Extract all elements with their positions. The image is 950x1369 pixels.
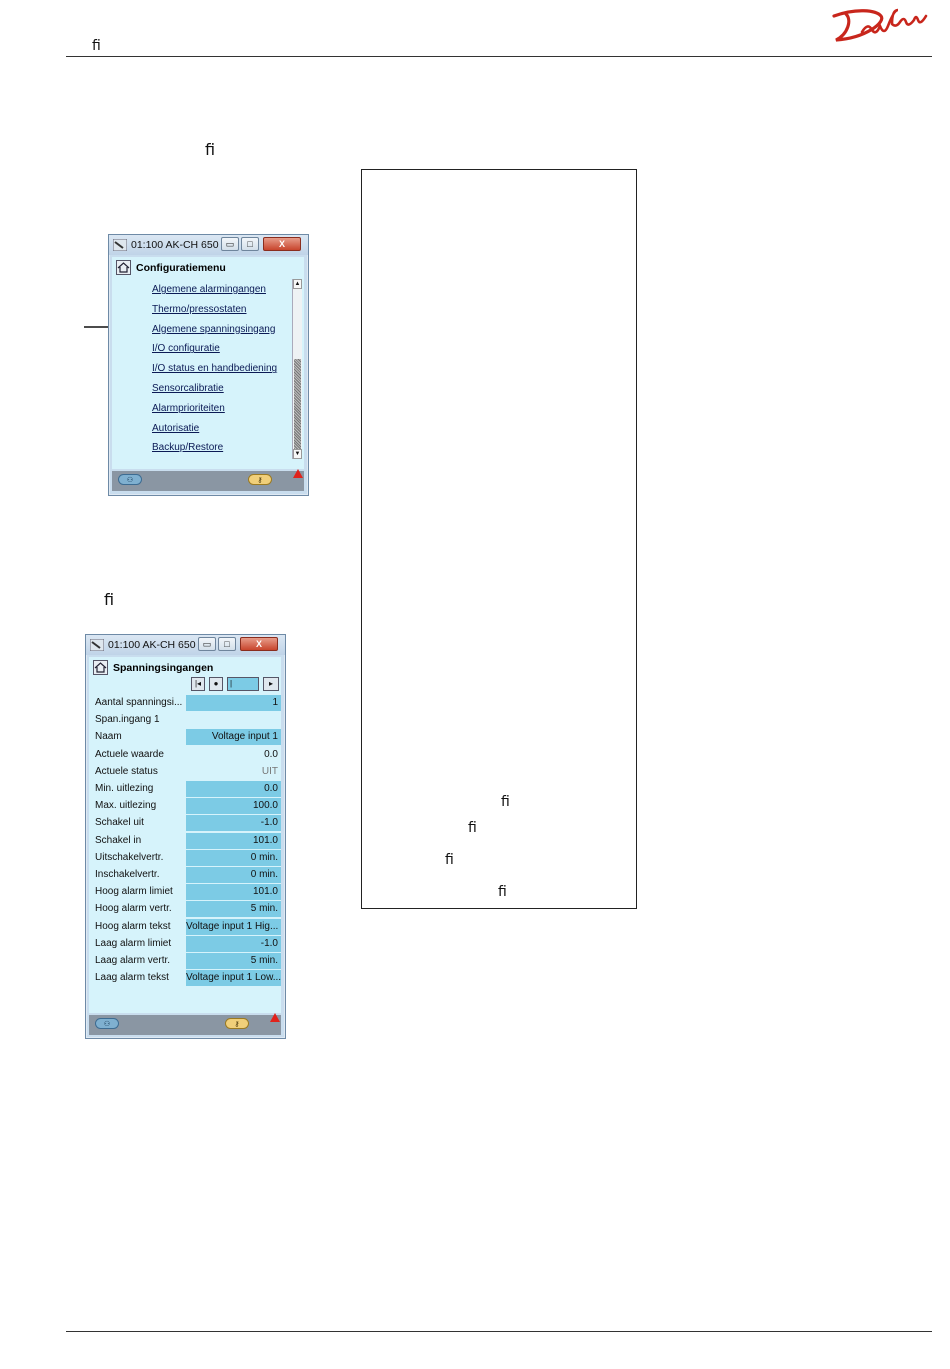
parameter-row	[93, 764, 283, 780]
wrench-icon[interactable]: ⚷	[225, 1018, 249, 1029]
record-index-field[interactable]: |	[227, 677, 259, 691]
app-wrench-icon	[90, 639, 104, 651]
header-rule	[66, 56, 932, 57]
header-ligature: ﬁ	[92, 38, 101, 54]
status-bar	[112, 471, 304, 491]
parameter-value[interactable]: -1.0	[186, 936, 281, 952]
scroll-down-icon[interactable]: ▼	[294, 451, 301, 457]
parameter-label: Actuele waarde	[95, 748, 164, 760]
parameter-row	[93, 695, 283, 711]
menu-item[interactable]: Alarmprioriteiten	[152, 402, 225, 414]
danfoss-logo	[826, 6, 930, 46]
parameter-value[interactable]: 101.0	[186, 884, 281, 900]
parameter-label: Hoog alarm tekst	[95, 920, 171, 932]
section-ligature: ﬁ	[205, 140, 216, 159]
app-wrench-icon	[113, 239, 127, 251]
scroll-thumb[interactable]	[294, 359, 301, 449]
text-frame	[361, 169, 637, 909]
network-icon[interactable]: ⚇	[118, 474, 142, 485]
parameter-label: Aantal spanningsi...	[95, 697, 183, 708]
parameter-row	[93, 781, 283, 797]
close-button[interactable]: X	[263, 237, 301, 251]
parameter-label: Hoog alarm vertr.	[95, 903, 172, 915]
network-icon[interactable]: ⚇	[95, 1018, 119, 1029]
window-titlebar	[109, 235, 308, 255]
window-titlebar	[86, 635, 285, 655]
home-icon[interactable]	[116, 260, 131, 275]
parameter-label: Schakel uit	[95, 817, 144, 829]
parameter-row	[93, 850, 283, 866]
parameter-label: Min. uitlezing	[95, 783, 154, 794]
parameter-table	[89, 695, 281, 1005]
scroll-up-icon[interactable]: ▲	[294, 281, 301, 287]
parameter-row	[93, 729, 283, 745]
parameter-value[interactable]: 0 min.	[186, 867, 281, 883]
parameter-value: 0.0	[264, 748, 278, 760]
menu-item[interactable]: Sensorcalibratie	[152, 383, 224, 394]
params-client-area	[89, 657, 281, 1013]
parameter-label: Laag alarm vertr.	[95, 955, 171, 966]
status-bar	[89, 1015, 281, 1035]
parameter-value[interactable]: Voltage input 1 Low...	[186, 970, 281, 986]
box-ligature: ﬁ	[498, 884, 507, 900]
parameter-value: UIT	[261, 765, 278, 777]
page-title: Configuratiemenu	[136, 262, 226, 274]
parameter-value[interactable]: 100.0	[186, 798, 281, 814]
scrollbar[interactable]	[292, 279, 302, 459]
alarm-bell-icon[interactable]	[270, 1013, 280, 1022]
menu-item[interactable]: Thermo/pressostaten	[152, 303, 247, 315]
parameter-label: Hoog alarm limiet	[95, 886, 173, 898]
parameter-row	[93, 936, 283, 952]
menu-item[interactable]: Algemene alarmingangen	[152, 284, 266, 295]
box-ligature: ﬁ	[501, 794, 510, 810]
menu-item[interactable]: I/O configuratie	[152, 343, 220, 355]
parameter-row	[93, 798, 283, 814]
parameter-label: Naam	[95, 731, 122, 743]
parameter-row	[93, 833, 283, 849]
parameter-value[interactable]: 0.0	[186, 781, 281, 797]
voltage-inputs-window	[85, 634, 286, 1039]
minimize-button[interactable]: ▭	[198, 637, 216, 651]
parameter-value[interactable]: 101.0	[186, 833, 281, 849]
current-record-icon[interactable]: ●	[209, 677, 223, 691]
parameter-value[interactable]: 5 min.	[186, 953, 281, 969]
first-record-icon[interactable]: |◂	[191, 677, 205, 691]
parameter-label: Max. uitlezing	[95, 800, 157, 812]
config-menu-window	[108, 234, 309, 496]
parameter-value[interactable]: -1.0	[186, 815, 281, 831]
menu-item[interactable]: Autorisatie	[152, 422, 200, 434]
parameter-value	[186, 712, 281, 728]
close-button[interactable]: X	[240, 637, 278, 651]
box-ligature: ﬁ	[445, 852, 454, 868]
record-navigator	[191, 677, 279, 691]
parameter-row	[93, 901, 283, 917]
parameter-label: Schakel in	[95, 834, 142, 846]
page-title: Spanningsingangen	[113, 662, 214, 674]
parameter-value[interactable]: Voltage input 1 Hig...	[186, 919, 281, 935]
parameter-value[interactable]: 0 min.	[186, 850, 281, 866]
minimize-button[interactable]: ▭	[221, 237, 239, 251]
parameter-row	[93, 712, 283, 728]
parameter-label: Laag alarm tekst	[95, 972, 169, 984]
wrench-icon[interactable]: ⚷	[248, 474, 272, 485]
maximize-button[interactable]: □	[241, 237, 259, 251]
parameter-row	[93, 747, 283, 763]
parameter-row	[93, 884, 283, 900]
parameter-row	[93, 970, 283, 986]
footer-rule	[66, 1331, 932, 1332]
parameter-row	[93, 919, 283, 935]
menu-item[interactable]: Algemene spanningsingang	[152, 323, 276, 335]
parameter-row	[93, 953, 283, 969]
window-title: 01:100 AK-CH 650	[108, 639, 196, 651]
menu-item[interactable]: Backup/Restore	[152, 442, 224, 454]
menu-item[interactable]: I/O status en handbediening	[152, 363, 278, 375]
maximize-button[interactable]: □	[218, 637, 236, 651]
parameter-label: Uitschakelvertr.	[95, 851, 164, 863]
next-record-icon[interactable]: ▸	[263, 677, 279, 691]
window-title: 01:100 AK-CH 650	[131, 239, 219, 251]
parameter-value[interactable]: 1	[186, 695, 281, 711]
parameter-label: Inschakelvertr.	[95, 869, 160, 880]
section2-ligature: ﬁ	[104, 590, 115, 609]
alarm-bell-icon[interactable]	[293, 469, 303, 478]
parameter-value[interactable]: Voltage input 1	[186, 729, 281, 745]
parameter-row	[93, 815, 283, 831]
parameter-label: Span.ingang 1	[95, 714, 160, 726]
parameter-row	[93, 867, 283, 883]
home-icon[interactable]	[93, 660, 108, 675]
parameter-label: Actuele status	[95, 765, 158, 777]
parameter-label: Laag alarm limiet	[95, 937, 172, 949]
box-ligature: ﬁ	[468, 820, 477, 836]
menu-client-area	[112, 257, 304, 469]
parameter-value[interactable]: 5 min.	[186, 901, 281, 917]
